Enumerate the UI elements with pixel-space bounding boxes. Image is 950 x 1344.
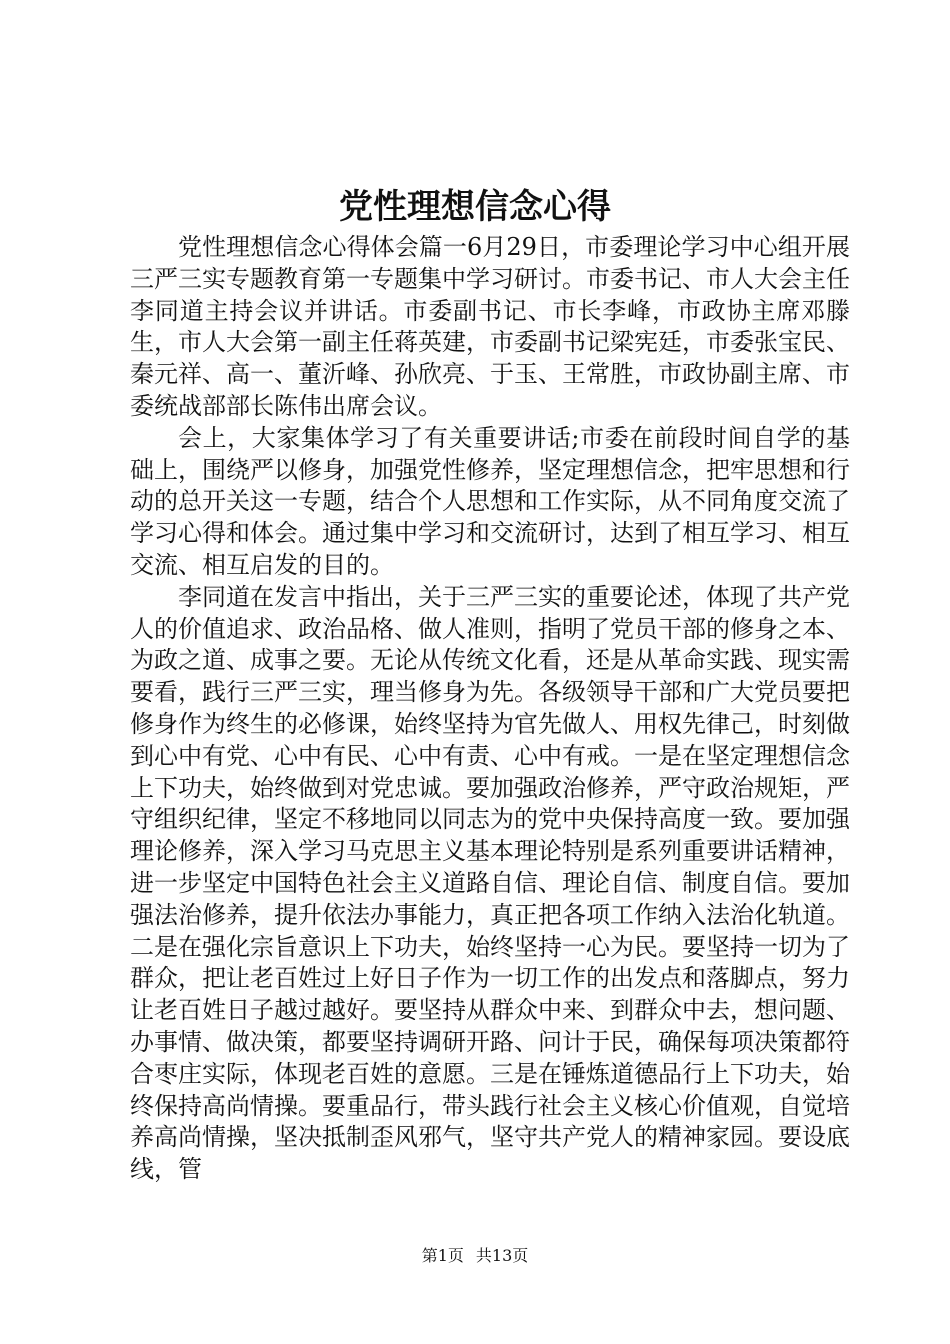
- paragraph-1: 党性理想信念心得体会篇一6月29日，市委理论学习中心组开展三严三实专题教育第一专题集中学习研讨。市委书记、市人大会主任李同道主持会议并讲话。市委副书记、市长李峰，市政协主席邓滕生，市人大会第一副主任蒋英建，市委副书记梁宪廷，市委张宝民、秦元祥、高一、董沂峰、孙欣亮、于玉、王常胜，市政协副主席、市委统战部部长陈伟出席会议。: [130, 233, 850, 420]
- page-number: 第1页: [421, 1246, 464, 1265]
- document-title: 党性理想信念心得: [339, 187, 611, 227]
- page-footer: [0, 1245, 950, 1267]
- document-body: [130, 232, 850, 1186]
- paragraph-3: 李同道在发言中指出，关于三严三实的重要论述，体现了共产党人的价值追求、政治品格、做人准则，指明了党员干部的修身之本、为政之道、成事之要。无论从传统文化看，还是从革命实践、现实需要看，践行三严三实，理当修身为先。各级领导干部和广大党员要把修身作为终生的必修课，始终坚持为官先做人、用权先律己，时刻做到心中有党、心中有民、心中有责、心中有戒。一是在坚定理想信念上下功夫，始终做到对党忠诚。要加强政治修养，严守政治规矩，严守组织纪律，坚定不移地同以同志为的党中央保持高度一致。要加强理论修养，深入学习马克思主义基本理论特别是系列重要讲话精神，进一步坚定中国特色社会主义道路自信、理论自信、制度自信。要加强法治修养，提升依法办事能力，真正把各项工作纳入法治化轨道。二是在强化宗旨意识上下功夫，始终坚持一心为民。要坚持一切为了群众，把让老百姓过上好日子作为一切工作的出发点和落脚点，努力让老百姓日子越过越好。要坚持从群众中来、到群众中去，想问题、办事情、做决策，都要坚持调研开路、问计于民，确保每项决策都符合枣庄实际，体现老百姓的意愿。三是在锤炼道德品行上下功夫，始终保持高尚情操。要重品行，带头践行社会主义核心价值观，自觉培养高尚情操，坚决抵制歪风邪气，坚守共产党人的精神家园。要设底线，管: [130, 582, 850, 1184]
- page-total: 共13页: [475, 1246, 529, 1265]
- paragraph-2: 会上，大家集体学习了有关重要讲话;市委在前段时间自学的基础上，围绕严以修身，加强党性修养，坚定理想信念，把牢思想和行动的总开关这一专题，结合个人思想和工作实际，从不同角度交流了学习心得和体会。通过集中学习和交流研讨，达到了相互学习、相互交流、相互启发的目的。: [130, 423, 850, 579]
